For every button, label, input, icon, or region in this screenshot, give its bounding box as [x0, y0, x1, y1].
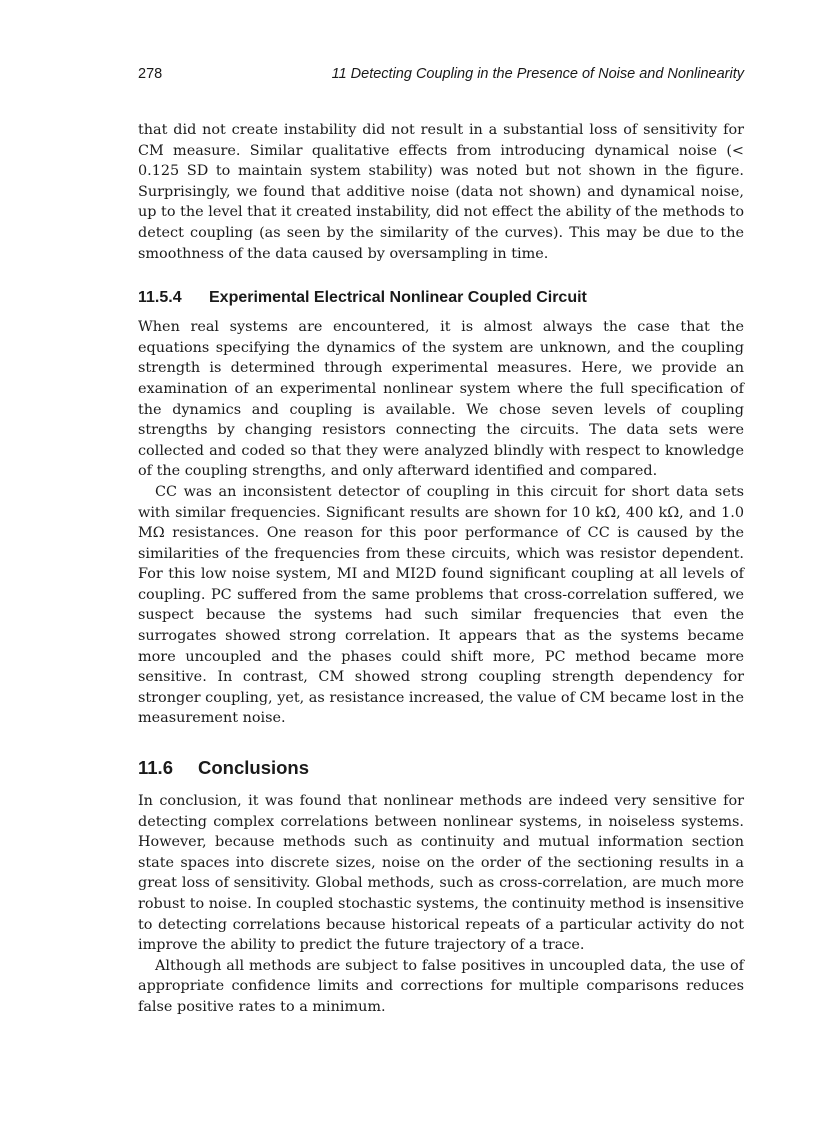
- continuation-paragraph: that did not create instability did not result in a substantial loss of sensitivity for CM measure. Similar qualitative effects from introducing dynamical noise (< 0.125 SD to maintain system stability) was noted but not shown in the figure. Surprisingly, we found that additive noise (data not shown) and dynamical noise, up to the level that it created instability, did not effect the ability of the methods to detect coupling (as seen by the similarity of the curves). This may be due to the smoothness of the data caused by oversampling in time.: [138, 122, 745, 262]
- paragraph: When real systems are encountered, it is almost always the case that the equations specifying the dynamics of the system are unknown, and the coupling strength is determined through experimental measures. Here, we provide an examination of an experimental nonlinear system where the full specification of the dynamics and coupling is available. We chose seven levels of coupling strengths by changing resistors connecting the circuits. The data sets were collected and coded so that they were analyzed blindly with respect to knowledge of the coupling strengths, and only afterward identified and compared.: [138, 319, 744, 480]
- page: [138, 66, 744, 1018]
- paragraph: In conclusion, it was found that nonlinear methods are indeed very sensitive for detecting complex correlations between nonlinear systems, in noiseless systems. However, because methods such as continuity and mutual information section state spaces into discrete sizes, noise on the order of the sectioning results in a great loss of sensitivity. Global methods, such as cross-correlation, are much more robust to noise. In coupled stochastic systems, the continuity method is insensitive to detecting correlations because historical repeats of a particular activity do not improve the ability to predict the future trajectory of a trace.: [138, 793, 744, 954]
- page-number: 278: [138, 66, 163, 82]
- paragraph: Although all methods are subject to false positives in uncoupled data, the use of appropriate confidence limits and corrections for multiple comparisons reduces false positive rates to a minimum.: [138, 957, 744, 1015]
- running-title: 11 Detecting Coupling in the Presence of Noise and Nonlinearity: [331, 66, 744, 82]
- section-title: Conclusions: [198, 757, 310, 779]
- running-head: [138, 66, 744, 88]
- section-heading: [138, 757, 744, 779]
- subsection-number: 11.5.4: [138, 289, 182, 307]
- subsection-heading: [138, 289, 744, 307]
- paragraph: CC was an inconsistent detector of coupling in this circuit for short data sets with similar frequencies. Significant results are shown for 10 kΩ, 400 kΩ, and 1.0 MΩ resistances. One reason for this poor performance of CC is caused by the similarities of the frequencies from these circuits, which was resistor dependent. For this low noise system, MI and MI2D found significant coupling at all levels of coupling. PC suffered from the same problems that cross-correlation suffered, we suspect because the systems had such similar frequencies that even the surrogates showed strong correlation. It appears that as the systems became more uncoupled and the phases could shift more, PC method became more sensitive. In contrast, CM showed strong coupling strength dependency for stronger coupling, yet, as resistance increased, the value of CM became lost in the measurement noise.: [138, 483, 744, 727]
- section-number: 11.6: [138, 757, 173, 779]
- subsection-title: Experimental Electrical Nonlinear Coupled Circuit: [209, 289, 587, 307]
